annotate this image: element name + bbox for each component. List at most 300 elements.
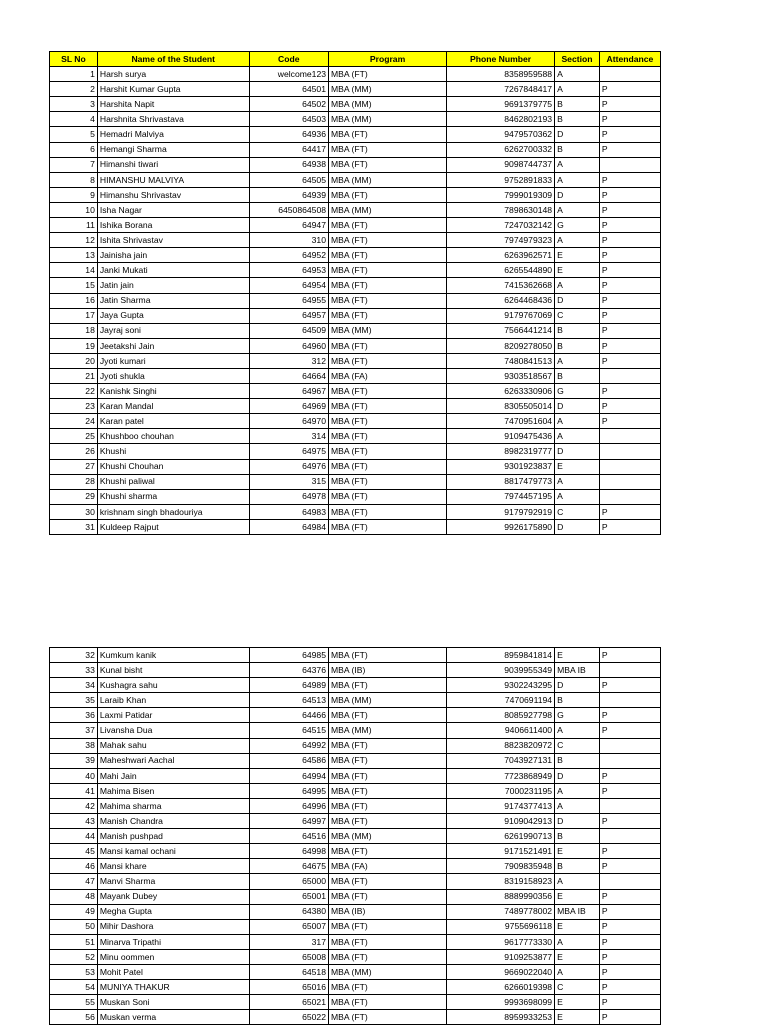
student-name-cell: Minu oommen: [97, 949, 249, 964]
code-cell: 65000: [249, 874, 328, 889]
section-cell: E: [555, 919, 600, 934]
section-cell: C: [555, 504, 600, 519]
student-name-cell: Kumkum kanik: [97, 648, 249, 663]
section-cell: B: [555, 323, 600, 338]
section-cell: E: [555, 648, 600, 663]
phone-number-cell: 9755696118: [447, 919, 555, 934]
table-row: [50, 384, 661, 399]
phone-number-cell: 8209278050: [447, 338, 555, 353]
program-cell: MBA (MM): [329, 323, 447, 338]
phone-number-cell: 9179792919: [447, 504, 555, 519]
header-attendance: Attendance: [599, 52, 660, 67]
table-row: [50, 980, 661, 995]
attendance-cell: [599, 489, 660, 504]
header-phone-number: Phone Number: [447, 52, 555, 67]
phone-number-cell: 6263330906: [447, 384, 555, 399]
code-cell: 64505: [249, 172, 328, 187]
phone-number-cell: 8823820972: [447, 738, 555, 753]
code-cell: 65016: [249, 980, 328, 995]
phone-number-cell: 7999019309: [447, 187, 555, 202]
student-name-cell: Manvi Sharma: [97, 874, 249, 889]
section-cell: A: [555, 82, 600, 97]
table-row: [50, 504, 661, 519]
code-cell: 64984: [249, 519, 328, 534]
program-cell: MBA (FT): [329, 278, 447, 293]
attendance-cell: [599, 738, 660, 753]
student-name-cell: Laxmi Patidar: [97, 708, 249, 723]
table-row: [50, 934, 661, 949]
sl-no-cell: 53: [50, 964, 98, 979]
phone-number-cell: 7974457195: [447, 489, 555, 504]
program-cell: MBA (FT): [329, 768, 447, 783]
sl-no-cell: 36: [50, 708, 98, 723]
program-cell: MBA (MM): [329, 693, 447, 708]
code-cell: 64502: [249, 97, 328, 112]
table-row: [50, 768, 661, 783]
program-cell: MBA (IB): [329, 904, 447, 919]
phone-number-cell: 7267848417: [447, 82, 555, 97]
code-cell: 64976: [249, 459, 328, 474]
table-row: [50, 519, 661, 534]
phone-number-cell: 8982319777: [447, 444, 555, 459]
table-row: [50, 1010, 661, 1025]
table-row: [50, 218, 661, 233]
student-name-cell: Harshnita Shrivastava: [97, 112, 249, 127]
phone-number-cell: 7247032142: [447, 218, 555, 233]
phone-number-cell: 8085927798: [447, 708, 555, 723]
phone-number-cell: 9179767069: [447, 308, 555, 323]
student-name-cell: Himanshi tiwari: [97, 157, 249, 172]
section-cell: A: [555, 783, 600, 798]
section-cell: E: [555, 889, 600, 904]
section-cell: D: [555, 519, 600, 534]
section-cell: C: [555, 738, 600, 753]
program-cell: MBA (FT): [329, 874, 447, 889]
table-row: [50, 97, 661, 112]
section-cell: E: [555, 949, 600, 964]
code-cell: 317: [249, 934, 328, 949]
header-program: Program: [329, 52, 447, 67]
section-cell: D: [555, 293, 600, 308]
attendance-cell: P: [599, 112, 660, 127]
program-cell: MBA (MM): [329, 964, 447, 979]
table-row: [50, 112, 661, 127]
table-row: [50, 308, 661, 323]
code-cell: 64983: [249, 504, 328, 519]
student-name-cell: Mahima sharma: [97, 798, 249, 813]
student-name-cell: Kanishk Singhi: [97, 384, 249, 399]
code-cell: 64947: [249, 218, 328, 233]
section-cell: C: [555, 308, 600, 323]
code-cell: 64509: [249, 323, 328, 338]
program-cell: MBA (MM): [329, 723, 447, 738]
phone-number-cell: 9109475436: [447, 429, 555, 444]
code-cell: 64376: [249, 663, 328, 678]
sl-no-cell: 9: [50, 187, 98, 202]
section-cell: B: [555, 693, 600, 708]
table-row: [50, 783, 661, 798]
attendance-table-2: [49, 647, 661, 1025]
section-cell: G: [555, 218, 600, 233]
attendance-cell: P: [599, 82, 660, 97]
code-cell: 64675: [249, 859, 328, 874]
code-cell: 64957: [249, 308, 328, 323]
table-row: [50, 127, 661, 142]
section-cell: A: [555, 202, 600, 217]
sl-no-cell: 32: [50, 648, 98, 663]
section-cell: A: [555, 157, 600, 172]
attendance-cell: P: [599, 399, 660, 414]
attendance-cell: P: [599, 889, 660, 904]
program-cell: MBA (FT): [329, 1010, 447, 1025]
program-cell: MBA (FT): [329, 263, 447, 278]
phone-number-cell: 7489778002: [447, 904, 555, 919]
student-name-cell: Manish pushpad: [97, 829, 249, 844]
student-name-cell: Maheshwari Aachal: [97, 753, 249, 768]
student-name-cell: Isha Nagar: [97, 202, 249, 217]
section-cell: D: [555, 814, 600, 829]
student-name-cell: Mihir Dashora: [97, 919, 249, 934]
code-cell: 314: [249, 429, 328, 444]
sl-no-cell: 44: [50, 829, 98, 844]
sl-no-cell: 7: [50, 157, 98, 172]
section-cell: D: [555, 127, 600, 142]
program-cell: MBA (FT): [329, 798, 447, 813]
student-name-cell: Khushi: [97, 444, 249, 459]
phone-number-cell: 8889990356: [447, 889, 555, 904]
table-row: [50, 663, 661, 678]
sl-no-cell: 4: [50, 112, 98, 127]
table-row: [50, 67, 661, 82]
student-name-cell: Karan patel: [97, 414, 249, 429]
attendance-cell: P: [599, 127, 660, 142]
table-row: [50, 323, 661, 338]
phone-number-cell: 9303518567: [447, 368, 555, 383]
sl-no-cell: 37: [50, 723, 98, 738]
phone-number-cell: 9752891833: [447, 172, 555, 187]
attendance-cell: P: [599, 263, 660, 278]
program-cell: MBA (IB): [329, 663, 447, 678]
phone-number-cell: 9617773330: [447, 934, 555, 949]
code-cell: 64975: [249, 444, 328, 459]
code-cell: 64989: [249, 678, 328, 693]
attendance-cell: [599, 444, 660, 459]
section-cell: MBA IB: [555, 904, 600, 919]
section-cell: B: [555, 368, 600, 383]
code-cell: 64518: [249, 964, 328, 979]
phone-number-cell: 7723868949: [447, 768, 555, 783]
phone-number-cell: 7470951604: [447, 414, 555, 429]
program-cell: MBA (FT): [329, 399, 447, 414]
code-cell: 64466: [249, 708, 328, 723]
program-cell: MBA (FA): [329, 368, 447, 383]
attendance-cell: P: [599, 783, 660, 798]
code-cell: 312: [249, 353, 328, 368]
student-name-cell: HIMANSHU MALVIYA: [97, 172, 249, 187]
student-name-cell: Muskan verma: [97, 1010, 249, 1025]
table-row: [50, 904, 661, 919]
student-name-cell: Khushi sharma: [97, 489, 249, 504]
phone-number-cell: 9691379775: [447, 97, 555, 112]
table-row: [50, 248, 661, 263]
attendance-cell: P: [599, 504, 660, 519]
student-name-cell: Mansi kamal ochani: [97, 844, 249, 859]
table-row: [50, 829, 661, 844]
code-cell: 6450864508: [249, 202, 328, 217]
table-row: [50, 995, 661, 1010]
attendance-cell: [599, 368, 660, 383]
program-cell: MBA (FT): [329, 504, 447, 519]
attendance-cell: [599, 474, 660, 489]
code-cell: 64985: [249, 648, 328, 663]
student-name-cell: Minarva Tripathi: [97, 934, 249, 949]
table-row: [50, 678, 661, 693]
program-cell: MBA (FT): [329, 429, 447, 444]
sl-no-cell: 30: [50, 504, 98, 519]
table-row: [50, 263, 661, 278]
program-cell: MBA (FA): [329, 859, 447, 874]
program-cell: MBA (FT): [329, 444, 447, 459]
student-name-cell: Harshita Napit: [97, 97, 249, 112]
table-row: [50, 233, 661, 248]
attendance-cell: P: [599, 353, 660, 368]
code-cell: 64995: [249, 783, 328, 798]
phone-number-cell: 7909835948: [447, 859, 555, 874]
table-row: [50, 708, 661, 723]
sl-no-cell: 34: [50, 678, 98, 693]
phone-number-cell: 8959933253: [447, 1010, 555, 1025]
sl-no-cell: 54: [50, 980, 98, 995]
sl-no-cell: 50: [50, 919, 98, 934]
student-name-cell: Jyoti kumari: [97, 353, 249, 368]
sl-no-cell: 56: [50, 1010, 98, 1025]
attendance-cell: P: [599, 648, 660, 663]
student-name-cell: Karan Mandal: [97, 399, 249, 414]
code-cell: 64998: [249, 844, 328, 859]
code-cell: 64969: [249, 399, 328, 414]
program-cell: MBA (FT): [329, 414, 447, 429]
attendance-cell: [599, 753, 660, 768]
student-name-cell: Kuldeep Rajput: [97, 519, 249, 534]
student-name-cell: Hemangi Sharma: [97, 142, 249, 157]
program-cell: MBA (FT): [329, 753, 447, 768]
section-cell: A: [555, 353, 600, 368]
student-name-cell: Khushi paliwal: [97, 474, 249, 489]
student-name-cell: Mahak sahu: [97, 738, 249, 753]
phone-number-cell: 7566441214: [447, 323, 555, 338]
phone-number-cell: 6265544890: [447, 263, 555, 278]
student-name-cell: krishnam singh bhadouriya: [97, 504, 249, 519]
section-cell: B: [555, 112, 600, 127]
program-cell: MBA (FT): [329, 949, 447, 964]
program-cell: MBA (FT): [329, 459, 447, 474]
program-cell: MBA (FT): [329, 248, 447, 263]
code-cell: 64996: [249, 798, 328, 813]
section-cell: E: [555, 995, 600, 1010]
table-row: [50, 187, 661, 202]
program-cell: MBA (FT): [329, 980, 447, 995]
code-cell: 64503: [249, 112, 328, 127]
section-cell: A: [555, 489, 600, 504]
attendance-cell: P: [599, 233, 660, 248]
section-cell: B: [555, 829, 600, 844]
program-cell: MBA (FT): [329, 233, 447, 248]
program-cell: MBA (FT): [329, 919, 447, 934]
sl-no-cell: 45: [50, 844, 98, 859]
table-row: [50, 949, 661, 964]
attendance-table-1: [49, 51, 661, 535]
sl-no-cell: 12: [50, 233, 98, 248]
sl-no-cell: 8: [50, 172, 98, 187]
program-cell: MBA (MM): [329, 97, 447, 112]
phone-number-cell: 8959841814: [447, 648, 555, 663]
sl-no-cell: 38: [50, 738, 98, 753]
sl-no-cell: 27: [50, 459, 98, 474]
sl-no-cell: 14: [50, 263, 98, 278]
section-cell: D: [555, 399, 600, 414]
section-cell: C: [555, 980, 600, 995]
section-cell: A: [555, 429, 600, 444]
student-name-cell: Ishika Borana: [97, 218, 249, 233]
student-name-cell: Jainisha jain: [97, 248, 249, 263]
sl-no-cell: 11: [50, 218, 98, 233]
section-cell: D: [555, 187, 600, 202]
header-row: [50, 52, 661, 67]
section-cell: E: [555, 263, 600, 278]
program-cell: MBA (FT): [329, 142, 447, 157]
section-cell: A: [555, 874, 600, 889]
phone-number-cell: 7898630148: [447, 202, 555, 217]
sl-no-cell: 3: [50, 97, 98, 112]
table-row: [50, 648, 661, 663]
attendance-cell: P: [599, 172, 660, 187]
phone-number-cell: 9098744737: [447, 157, 555, 172]
sl-no-cell: 29: [50, 489, 98, 504]
attendance-cell: [599, 798, 660, 813]
code-cell: 315: [249, 474, 328, 489]
code-cell: 65022: [249, 1010, 328, 1025]
table-row: [50, 338, 661, 353]
table-row: [50, 202, 661, 217]
sl-no-cell: 41: [50, 783, 98, 798]
attendance-cell: P: [599, 814, 660, 829]
sl-no-cell: 19: [50, 338, 98, 353]
sl-no-cell: 13: [50, 248, 98, 263]
attendance-cell: P: [599, 1010, 660, 1025]
program-cell: MBA (FT): [329, 293, 447, 308]
section-cell: G: [555, 384, 600, 399]
phone-number-cell: 7043927131: [447, 753, 555, 768]
phone-number-cell: 6264468436: [447, 293, 555, 308]
attendance-cell: P: [599, 904, 660, 919]
sl-no-cell: 39: [50, 753, 98, 768]
section-cell: A: [555, 67, 600, 82]
sl-no-cell: 55: [50, 995, 98, 1010]
attendance-cell: P: [599, 980, 660, 995]
table-row: [50, 82, 661, 97]
code-cell: 64664: [249, 368, 328, 383]
program-cell: MBA (FT): [329, 708, 447, 723]
phone-number-cell: 6261990713: [447, 829, 555, 844]
sl-no-cell: 43: [50, 814, 98, 829]
student-name-cell: Jaya Gupta: [97, 308, 249, 323]
program-cell: MBA (FT): [329, 995, 447, 1010]
program-cell: MBA (MM): [329, 829, 447, 844]
section-cell: B: [555, 338, 600, 353]
phone-number-cell: 9406611400: [447, 723, 555, 738]
code-cell: 64955: [249, 293, 328, 308]
table-row: [50, 919, 661, 934]
attendance-cell: P: [599, 934, 660, 949]
sl-no-cell: 52: [50, 949, 98, 964]
sl-no-cell: 2: [50, 82, 98, 97]
attendance-cell: P: [599, 278, 660, 293]
section-cell: E: [555, 1010, 600, 1025]
code-cell: 64967: [249, 384, 328, 399]
section-cell: B: [555, 97, 600, 112]
table-2-body: [50, 648, 661, 1025]
program-cell: MBA (FT): [329, 474, 447, 489]
phone-number-cell: 9109253877: [447, 949, 555, 964]
sl-no-cell: 25: [50, 429, 98, 444]
program-cell: MBA (FT): [329, 218, 447, 233]
program-cell: MBA (FT): [329, 738, 447, 753]
table-row: [50, 489, 661, 504]
student-name-cell: Janki Mukati: [97, 263, 249, 278]
sl-no-cell: 10: [50, 202, 98, 217]
table-row: [50, 444, 661, 459]
sl-no-cell: 1: [50, 67, 98, 82]
program-cell: MBA (FT): [329, 519, 447, 534]
student-name-cell: Jayraj soni: [97, 323, 249, 338]
attendance-cell: P: [599, 218, 660, 233]
section-cell: B: [555, 753, 600, 768]
code-cell: 65021: [249, 995, 328, 1010]
attendance-cell: P: [599, 678, 660, 693]
program-cell: MBA (FT): [329, 648, 447, 663]
code-cell: welcome123: [249, 67, 328, 82]
sl-no-cell: 15: [50, 278, 98, 293]
section-cell: D: [555, 768, 600, 783]
table-row: [50, 889, 661, 904]
program-cell: MBA (FT): [329, 489, 447, 504]
sl-no-cell: 33: [50, 663, 98, 678]
attendance-cell: P: [599, 187, 660, 202]
table-row: [50, 172, 661, 187]
table-row: [50, 459, 661, 474]
student-name-cell: Kunal bisht: [97, 663, 249, 678]
program-cell: MBA (FT): [329, 783, 447, 798]
student-name-cell: Mansi khare: [97, 859, 249, 874]
section-cell: MBA IB: [555, 663, 600, 678]
sl-no-cell: 17: [50, 308, 98, 323]
phone-number-cell: 9174377413: [447, 798, 555, 813]
sl-no-cell: 18: [50, 323, 98, 338]
program-cell: MBA (FT): [329, 814, 447, 829]
table-row: [50, 844, 661, 859]
attendance-cell: [599, 663, 660, 678]
phone-number-cell: 6263962571: [447, 248, 555, 263]
attendance-cell: P: [599, 859, 660, 874]
sl-no-cell: 22: [50, 384, 98, 399]
attendance-cell: [599, 874, 660, 889]
phone-number-cell: 9301923837: [447, 459, 555, 474]
program-cell: MBA (FT): [329, 338, 447, 353]
code-cell: 64586: [249, 753, 328, 768]
student-name-cell: Himanshu Shrivastav: [97, 187, 249, 202]
attendance-cell: P: [599, 97, 660, 112]
program-cell: MBA (FT): [329, 127, 447, 142]
